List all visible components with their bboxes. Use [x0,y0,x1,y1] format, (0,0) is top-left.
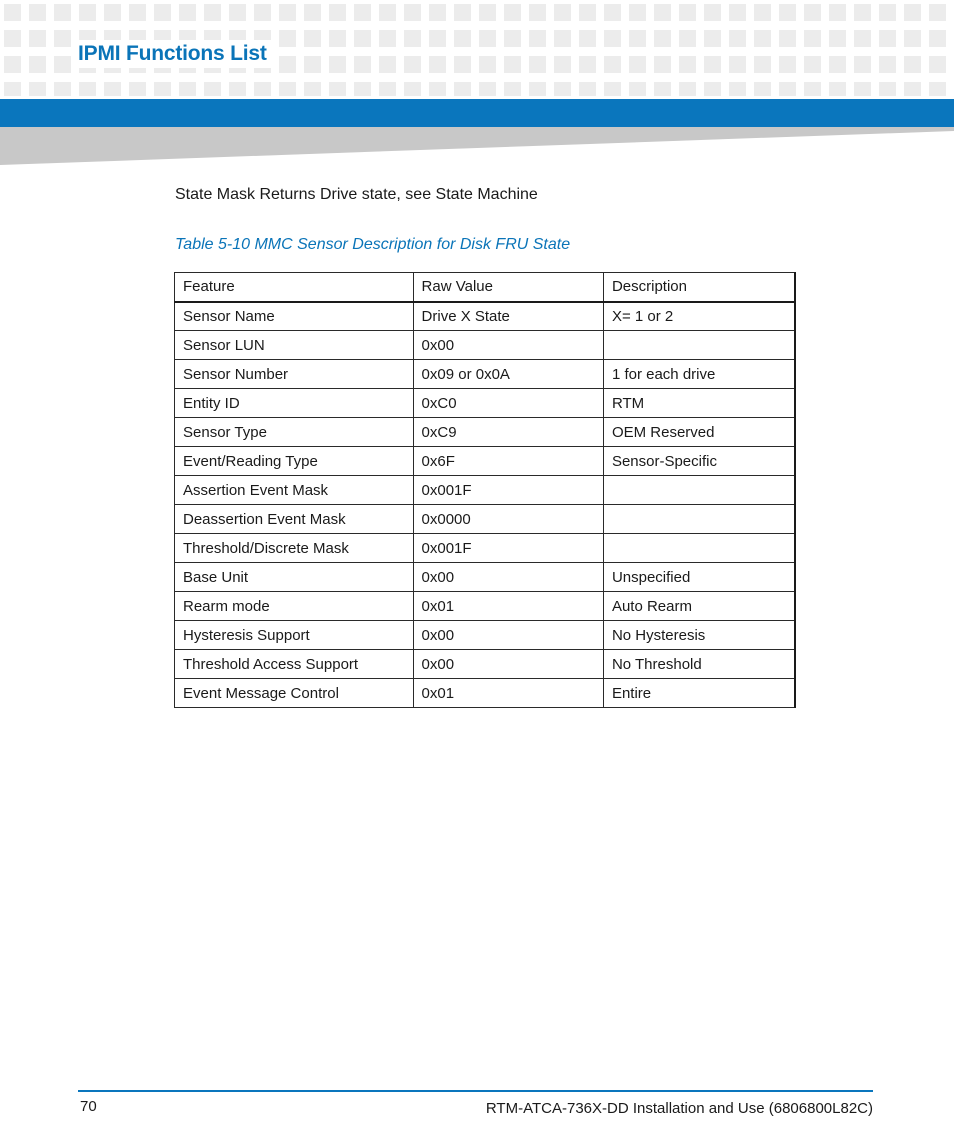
cell-raw-value: 0x001F [413,534,603,563]
cell-feature: Base Unit [175,563,414,592]
table-row [175,563,796,592]
cell-description: Sensor-Specific [603,447,795,476]
cell-description: Entire [603,679,795,708]
table-row [175,418,796,447]
cell-description [603,534,795,563]
table-row [175,621,796,650]
cell-feature: Assertion Event Mask [175,476,414,505]
cell-feature: Threshold Access Support [175,650,414,679]
cell-raw-value: 0x01 [413,679,603,708]
cell-raw-value: 0x00 [413,563,603,592]
cell-feature: Event Message Control [175,679,414,708]
table-row [175,331,796,360]
cell-description: 1 for each drive [603,360,795,389]
cell-feature: Sensor Number [175,360,414,389]
table-header-row [175,273,796,302]
cell-raw-value: 0x0000 [413,505,603,534]
cell-description [603,331,795,360]
cell-feature: Deassertion Event Mask [175,505,414,534]
column-header-raw-value: Raw Value [413,273,603,302]
table-row [175,592,796,621]
cell-feature: Threshold/Discrete Mask [175,534,414,563]
header-blue-band [0,99,954,127]
page-number: 70 [80,1098,97,1115]
cell-raw-value: 0x6F [413,447,603,476]
cell-description [603,505,795,534]
table-row [175,389,796,418]
column-header-feature: Feature [175,273,414,302]
table-caption: Table 5-10 MMC Sensor Description for Disk FRU State [175,236,571,253]
cell-raw-value: 0x001F [413,476,603,505]
footer-doc-title: RTM-ATCA-736X-DD Installation and Use (6806800L82C) [485,1100,873,1117]
cell-feature: Event/Reading Type [175,447,414,476]
cell-feature: Sensor Type [175,418,414,447]
cell-description: RTM [603,389,795,418]
cell-feature: Sensor LUN [175,331,414,360]
table-row [175,505,796,534]
cell-feature: Sensor Name [175,302,414,331]
table-row [175,360,796,389]
table-row [175,302,796,331]
cell-raw-value: 0xC9 [413,418,603,447]
cell-raw-value: 0x09 or 0x0A [413,360,603,389]
cell-feature: Rearm mode [175,592,414,621]
cell-description [603,476,795,505]
cell-raw-value: 0x00 [413,650,603,679]
cell-raw-value: 0x00 [413,621,603,650]
cell-feature: Hysteresis Support [175,621,414,650]
cell-raw-value: 0x00 [413,331,603,360]
cell-raw-value: Drive X State [413,302,603,331]
cell-description: Unspecified [603,563,795,592]
cell-description: OEM Reserved [603,418,795,447]
intro-text: State Mask Returns Drive state, see State Machine [175,186,538,203]
page-title: IPMI Functions List [78,40,271,68]
cell-raw-value: 0xC0 [413,389,603,418]
footer-rule [78,1090,873,1092]
column-header-description: Description [603,273,795,302]
table-row [175,476,796,505]
cell-description: No Hysteresis [603,621,795,650]
cell-description: X= 1 or 2 [603,302,795,331]
cell-raw-value: 0x01 [413,592,603,621]
cell-description: No Threshold [603,650,795,679]
header-gray-wedge [0,127,954,165]
table-row [175,534,796,563]
cell-description: Auto Rearm [603,592,795,621]
table-row [175,447,796,476]
table-row [175,679,796,708]
table-row [175,650,796,679]
sensor-description-table [174,272,796,708]
cell-feature: Entity ID [175,389,414,418]
